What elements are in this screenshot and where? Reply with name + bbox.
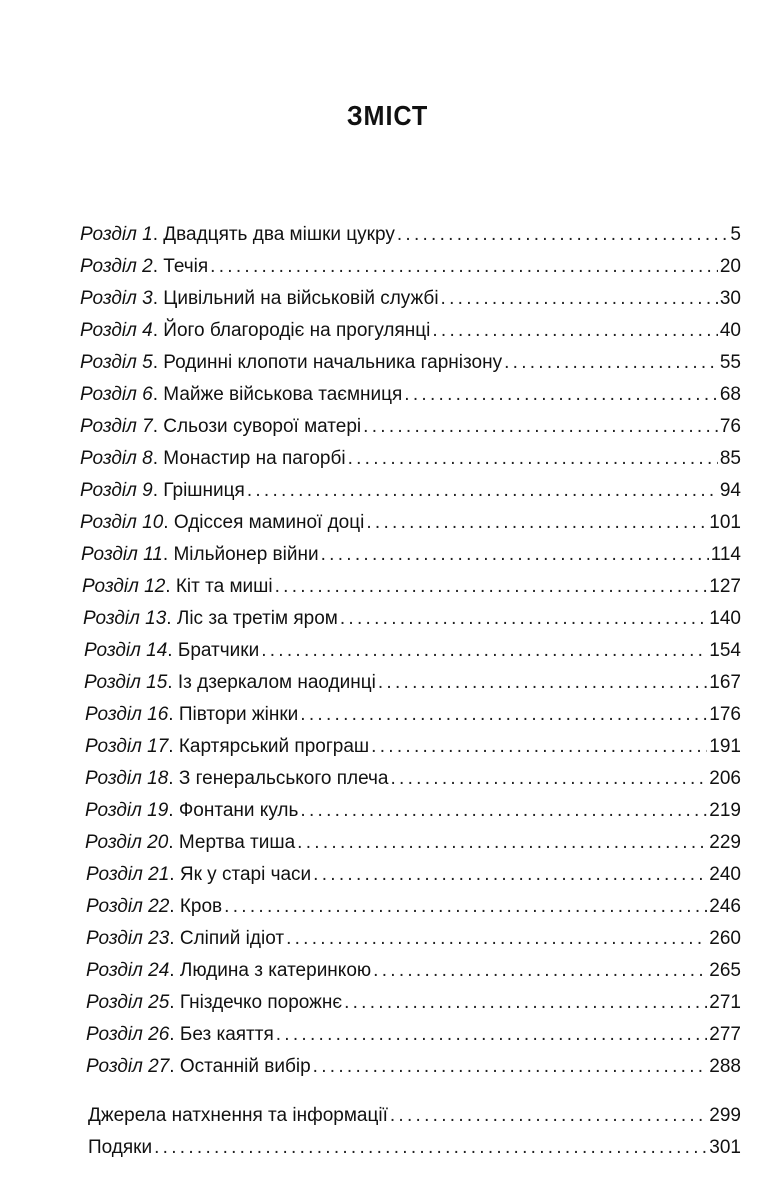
chapter-title: Родинні клопоти начальника гарнізону bbox=[163, 352, 503, 373]
toc-entry[interactable] bbox=[86, 859, 741, 891]
chapter-number: Розділ 26 bbox=[86, 1024, 170, 1045]
dot-leader bbox=[286, 923, 707, 955]
toc-entry[interactable] bbox=[80, 475, 741, 507]
page-number: 206 bbox=[709, 768, 741, 789]
chapter-number: Розділ 24 bbox=[86, 960, 170, 981]
page-number: 101 bbox=[709, 512, 741, 533]
chapter-title: Цивільний на військовій службі bbox=[163, 288, 439, 309]
toc-extra-entry[interactable] bbox=[88, 1132, 741, 1164]
dot-leader bbox=[300, 795, 707, 827]
chapter-title: Сліпий ідіот bbox=[179, 928, 285, 949]
chapter-number: Розділ 16 bbox=[85, 704, 169, 725]
entry-label bbox=[88, 1132, 152, 1164]
chapter-title: Його благородіє на прогулянці bbox=[163, 320, 431, 341]
entry-label: Розділ 1 . Двадцять два мішки цукру bbox=[80, 219, 395, 251]
entry-label: Розділ 22 . Кров bbox=[86, 891, 222, 923]
toc-entry[interactable] bbox=[80, 411, 741, 443]
page-number: 229 bbox=[709, 832, 741, 853]
page-number: 114 bbox=[710, 544, 741, 565]
dot-leader bbox=[300, 699, 707, 731]
chapter-number: Розділ 3 bbox=[80, 288, 153, 309]
entry-label: Розділ 4 . Його благородіє на прогулянці bbox=[80, 315, 430, 347]
toc-entry[interactable] bbox=[84, 635, 741, 667]
page-number: 265 bbox=[709, 960, 741, 981]
chapter-number: Розділ 25 bbox=[86, 992, 170, 1013]
entry-label: Розділ 24 . Людина з катеринкою bbox=[86, 955, 371, 987]
entry-label: Розділ 5 . Родинні клопоти начальника гарнізону bbox=[80, 347, 502, 379]
chapter-number: Розділ 17 bbox=[85, 736, 169, 757]
entry-label: Розділ 20 . Мертва тиша bbox=[85, 827, 295, 859]
chapter-number: Розділ 22 bbox=[86, 896, 170, 917]
entry-label: Розділ 17 . Картярський програш bbox=[85, 731, 369, 763]
dot-leader bbox=[390, 1100, 707, 1132]
chapter-title: З генеральського плеча bbox=[178, 768, 389, 789]
chapter-title: Із дзеркалом наодинці bbox=[177, 672, 376, 693]
toc-entry[interactable] bbox=[86, 923, 741, 955]
chapter-number: Розділ 5 bbox=[80, 352, 153, 373]
dot-leader bbox=[340, 603, 707, 635]
entry-label: Розділ 16 . Півтори жінки bbox=[85, 699, 298, 731]
page-number: 301 bbox=[709, 1137, 741, 1158]
toc-entry[interactable] bbox=[86, 891, 741, 923]
chapter-title: Майже військова таємниця bbox=[163, 384, 403, 405]
chapter-number: Розділ 23 bbox=[86, 928, 170, 949]
chapter-title: Як у старі часи bbox=[179, 864, 312, 885]
dot-leader bbox=[210, 251, 718, 283]
chapter-number: Розділ 19 bbox=[85, 800, 169, 821]
toc-entry[interactable] bbox=[81, 539, 741, 571]
chapter-title: Грішниця bbox=[163, 480, 245, 501]
dot-leader bbox=[154, 1132, 707, 1164]
dot-leader bbox=[297, 827, 707, 859]
toc-entry[interactable] bbox=[80, 219, 741, 251]
page-number: 240 bbox=[709, 864, 741, 885]
chapter-number: Розділ 4 bbox=[80, 320, 153, 341]
chapter-number: Розділ 9 bbox=[80, 480, 153, 501]
chapter-number: Розділ 15 bbox=[84, 672, 168, 693]
chapter-number: Розділ 10 bbox=[80, 512, 164, 533]
chapter-title: Півтори жінки bbox=[178, 704, 299, 725]
page-number: 85 bbox=[719, 448, 741, 469]
dot-leader bbox=[366, 507, 707, 539]
chapter-number: Розділ 7 bbox=[80, 416, 153, 437]
dot-leader bbox=[313, 1051, 708, 1083]
page-number: 76 bbox=[719, 416, 741, 437]
dot-leader bbox=[348, 443, 718, 475]
entry-label: Розділ 21 . Як у старі часи bbox=[86, 859, 311, 891]
entry-label: Розділ 8 . Монастир на пагорбі bbox=[80, 443, 346, 475]
entry-label: Розділ 11 . Мільйонер війни bbox=[81, 539, 319, 571]
page-number: 30 bbox=[719, 288, 741, 309]
chapter-title: Мільйонер війни bbox=[173, 544, 319, 565]
toc-entry[interactable] bbox=[80, 251, 741, 283]
toc-entry[interactable] bbox=[84, 667, 741, 699]
entry-label: Розділ 15 . Із дзеркалом наодинці bbox=[84, 667, 376, 699]
chapter-title: Гніздечко порожнє bbox=[179, 992, 343, 1013]
entry-label: Розділ 14 . Братчики bbox=[84, 635, 259, 667]
page-number: 167 bbox=[709, 672, 741, 693]
entry-label: Розділ 18 . З генеральського плеча bbox=[85, 763, 389, 795]
dot-leader bbox=[363, 411, 718, 443]
dot-leader bbox=[371, 731, 707, 763]
page-number: 40 bbox=[719, 320, 741, 341]
chapter-title: Картярський програш bbox=[178, 736, 370, 757]
toc-entry[interactable] bbox=[82, 571, 741, 603]
entry-label: Розділ 6 . Майже військова таємниця bbox=[80, 379, 402, 411]
page-number: 94 bbox=[719, 480, 741, 501]
chapter-title: Течія bbox=[163, 256, 209, 277]
dot-leader bbox=[261, 635, 707, 667]
toc-entry[interactable] bbox=[80, 379, 741, 411]
chapter-title: Кров bbox=[179, 896, 223, 917]
toc-entry[interactable] bbox=[85, 827, 741, 859]
page-number: 20 bbox=[719, 256, 741, 277]
dot-leader bbox=[391, 763, 708, 795]
chapter-number: Розділ 8 bbox=[80, 448, 153, 469]
chapter-number: Розділ 2 bbox=[80, 256, 153, 277]
entry-label: Розділ 3 . Цивільний на військовій службі bbox=[80, 283, 439, 315]
extras-list bbox=[0, 1100, 775, 1164]
toc-extra-entry[interactable] bbox=[88, 1100, 741, 1132]
dot-leader bbox=[313, 859, 707, 891]
toc-entry[interactable] bbox=[80, 443, 741, 475]
dot-leader bbox=[504, 347, 718, 379]
entry-label: Розділ 26 . Без каяття bbox=[86, 1019, 274, 1051]
chapter-list bbox=[0, 219, 775, 1083]
toc-entry[interactable] bbox=[80, 315, 741, 347]
section-title: Подяки bbox=[88, 1137, 153, 1158]
dot-leader bbox=[321, 539, 709, 571]
toc-entry[interactable] bbox=[83, 603, 741, 635]
page-number: 260 bbox=[709, 928, 741, 949]
entry-label: Розділ 7 . Сльози суворої матері bbox=[80, 411, 361, 443]
dot-leader bbox=[247, 475, 718, 507]
chapter-title: Монастир на пагорбі bbox=[163, 448, 346, 469]
toc-entry[interactable] bbox=[80, 507, 741, 539]
toc-entry[interactable] bbox=[85, 731, 741, 763]
chapter-title: Мертва тиша bbox=[178, 832, 296, 853]
toc-entry[interactable] bbox=[85, 699, 741, 731]
dot-leader bbox=[344, 987, 707, 1019]
page-number: 191 bbox=[709, 736, 741, 757]
chapter-number: Розділ 12 bbox=[82, 576, 166, 597]
entry-label: Розділ 23 . Сліпий ідіот bbox=[86, 923, 284, 955]
page-number: 246 bbox=[709, 896, 741, 917]
page-number: 288 bbox=[709, 1056, 741, 1077]
page-number: 219 bbox=[709, 800, 741, 821]
toc-entry[interactable] bbox=[86, 987, 741, 1019]
chapter-title: Сльози суворої матері bbox=[163, 416, 362, 437]
chapter-number: Розділ 27 bbox=[86, 1056, 170, 1077]
page-title: ЗМІСТ bbox=[346, 100, 429, 131]
chapter-title: Без каяття bbox=[179, 1024, 274, 1045]
chapter-title: Останній вибір bbox=[179, 1056, 311, 1077]
chapter-number: Розділ 6 bbox=[80, 384, 153, 405]
page-number: 127 bbox=[709, 576, 741, 597]
entry-label: Розділ 13 . Ліс за третім яром bbox=[83, 603, 338, 635]
chapter-title: Одіссея маминої доці bbox=[173, 512, 365, 533]
chapter-number: Розділ 14 bbox=[84, 640, 168, 661]
chapter-number: Розділ 20 bbox=[85, 832, 169, 853]
page-number: 140 bbox=[709, 608, 741, 629]
toc-entry[interactable] bbox=[85, 763, 741, 795]
entry-label: Розділ 9 . Грішниця bbox=[80, 475, 245, 507]
dot-leader bbox=[404, 379, 718, 411]
chapter-number: Розділ 13 bbox=[83, 608, 167, 629]
dot-leader bbox=[432, 315, 717, 347]
section-title: Джерела натхнення та інформації bbox=[88, 1105, 388, 1126]
toc-entry[interactable] bbox=[80, 283, 741, 315]
page-number: 5 bbox=[730, 224, 741, 245]
entry-label: Розділ 25 . Гніздечко порожнє bbox=[86, 987, 342, 1019]
page-number: 154 bbox=[709, 640, 741, 661]
entry-label: Розділ 19 . Фонтани куль bbox=[85, 795, 298, 827]
chapter-title: Братчики bbox=[177, 640, 260, 661]
page-number: 271 bbox=[709, 992, 741, 1013]
page-number: 176 bbox=[709, 704, 741, 725]
chapter-number: Розділ 1 bbox=[80, 224, 153, 245]
chapter-title: Двадцять два мішки цукру bbox=[163, 224, 395, 245]
toc-entry[interactable] bbox=[86, 1019, 741, 1051]
page-number: 277 bbox=[709, 1024, 741, 1045]
entry-label: Розділ 2 . Течія bbox=[80, 251, 208, 283]
dot-leader bbox=[373, 955, 707, 987]
dot-leader bbox=[275, 571, 708, 603]
entry-label: Розділ 10 . Одіссея маминої доці bbox=[80, 507, 364, 539]
dot-leader bbox=[441, 283, 718, 315]
page-number: 299 bbox=[709, 1105, 741, 1126]
dot-leader bbox=[224, 891, 707, 923]
dot-leader bbox=[378, 667, 707, 699]
chapter-title: Людина з катеринкою bbox=[179, 960, 372, 981]
toc-entry[interactable] bbox=[80, 347, 741, 379]
chapter-title: Фонтани куль bbox=[178, 800, 299, 821]
chapter-title: Ліс за третім яром bbox=[176, 608, 338, 629]
entry-label: Розділ 27 . Останній вибір bbox=[86, 1051, 311, 1083]
entry-label bbox=[88, 1100, 388, 1132]
chapter-number: Розділ 11 bbox=[81, 544, 163, 565]
entry-label: Розділ 12 . Кіт та миші bbox=[82, 571, 273, 603]
dot-leader bbox=[397, 219, 729, 251]
chapter-number: Розділ 21 bbox=[86, 864, 170, 885]
page-number: 68 bbox=[719, 384, 741, 405]
toc-entry[interactable] bbox=[85, 795, 741, 827]
dot-leader bbox=[276, 1019, 708, 1051]
toc-entry[interactable] bbox=[86, 955, 741, 987]
toc-entry[interactable] bbox=[86, 1051, 741, 1083]
chapter-number: Розділ 18 bbox=[85, 768, 169, 789]
chapter-title: Кіт та миші bbox=[175, 576, 273, 597]
page-number: 55 bbox=[719, 352, 741, 373]
